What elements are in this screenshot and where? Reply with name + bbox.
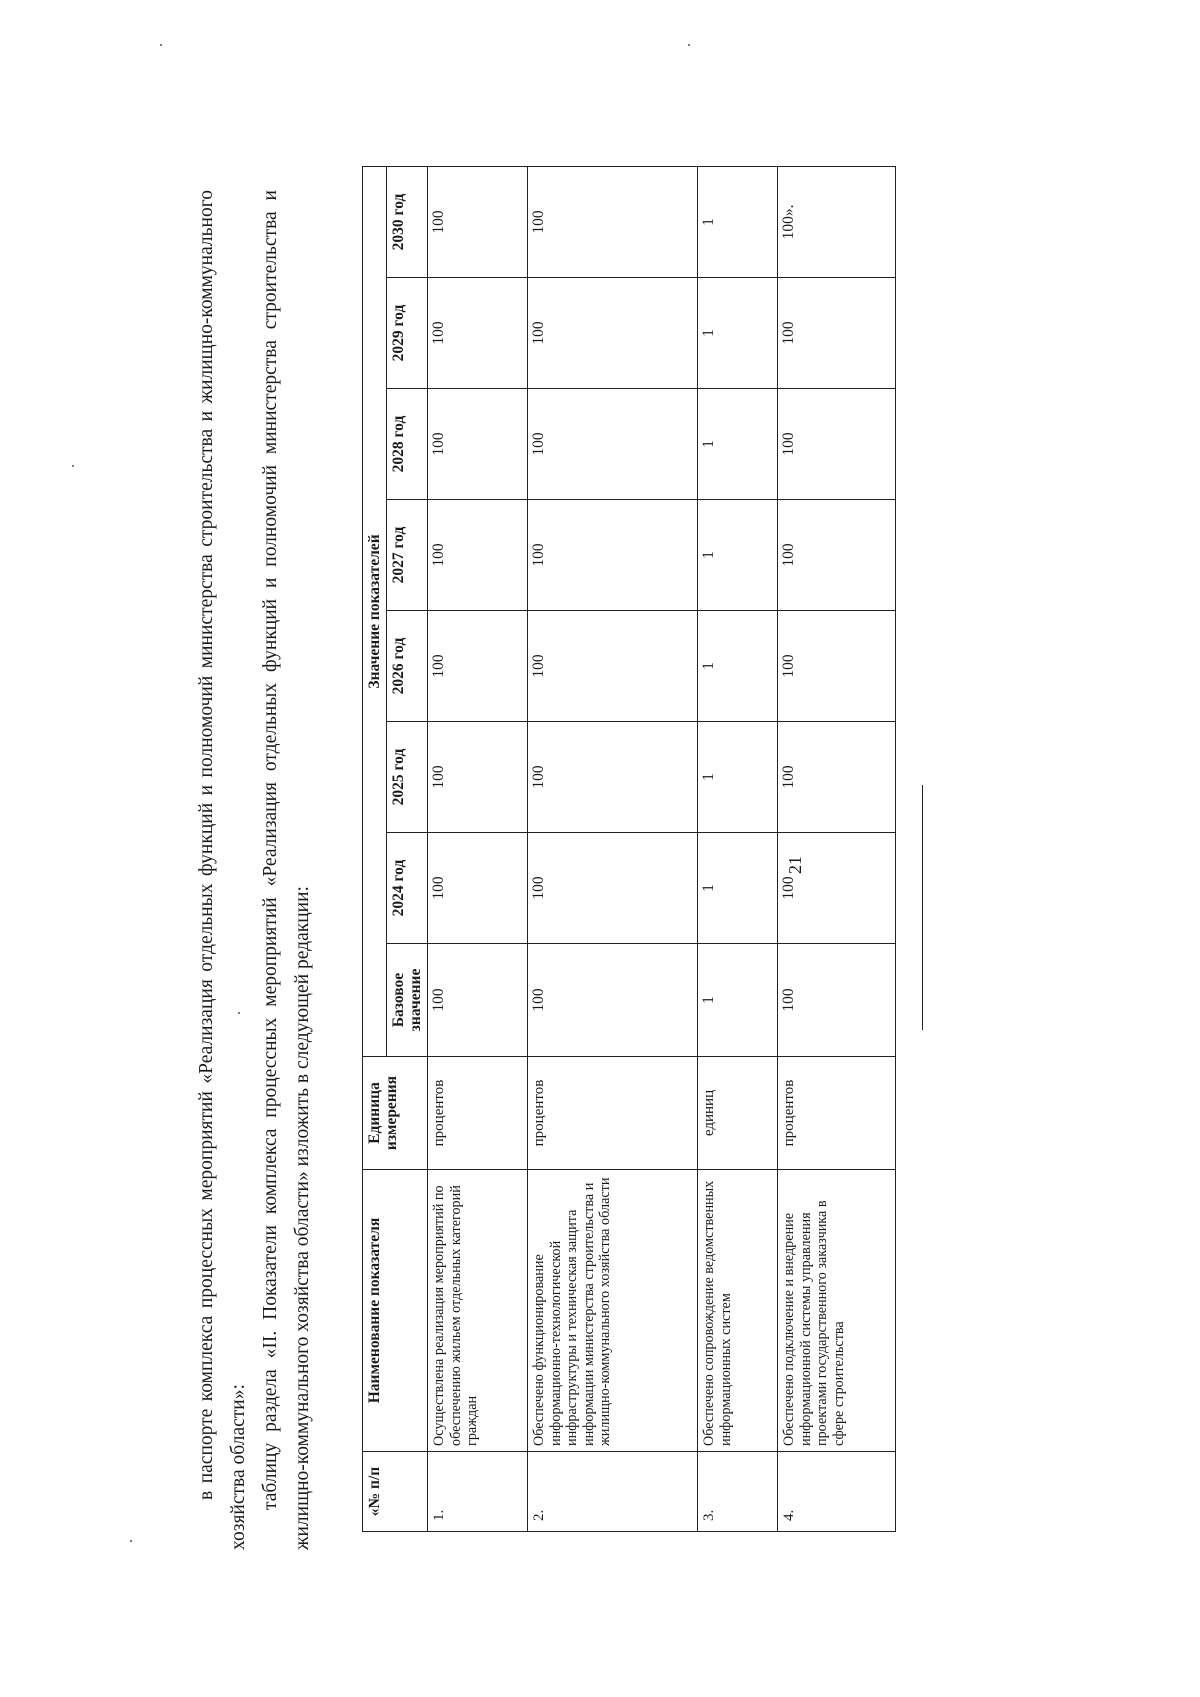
value-cell: 100 xyxy=(428,166,528,277)
base-value-cell: 100 xyxy=(528,944,698,1057)
value-cell: 100 xyxy=(528,833,698,944)
value-cell: 100 xyxy=(428,611,528,722)
header-year: 2029 год xyxy=(387,278,428,389)
header-year: 2030 год xyxy=(387,166,428,277)
value-cell: 100 xyxy=(428,833,528,944)
value-cell: 100 xyxy=(778,500,896,611)
base-value-cell: 100 xyxy=(428,944,528,1057)
header-unit: Единица измерения xyxy=(363,1057,428,1170)
value-cell: 100». xyxy=(778,166,896,277)
unit-cell: процентов xyxy=(428,1057,528,1170)
value-cell: 100 xyxy=(428,389,528,500)
scan-speck xyxy=(238,1012,240,1014)
value-cell: 1 xyxy=(698,500,778,611)
table-row xyxy=(778,166,896,1531)
scan-speck xyxy=(72,465,74,467)
value-cell: 1 xyxy=(698,722,778,833)
value-cell: 100 xyxy=(528,278,698,389)
value-cell: 100 xyxy=(778,611,896,722)
unit-cell: единиц xyxy=(698,1057,778,1170)
value-cell: 1 xyxy=(698,278,778,389)
header-year: 2027 год xyxy=(387,500,428,611)
value-cell: 100 xyxy=(778,278,896,389)
scan-speck xyxy=(130,1540,132,1542)
header-year: 2024 год xyxy=(387,833,428,944)
indicator-name: Осуществлена реализация мероприятий по обеспечению жильем отдельных категорий граждан xyxy=(428,1170,528,1452)
unit-cell: процентов xyxy=(778,1057,896,1170)
value-cell: 100 xyxy=(528,722,698,833)
header-year: 2028 год xyxy=(387,389,428,500)
header-year: 2025 год xyxy=(387,722,428,833)
value-cell: 100 xyxy=(528,389,698,500)
value-cell: 100 xyxy=(428,278,528,389)
paragraph-passport-amendment: в паспорте комплекса процессных мероприятий «Реализация отдельных функций и полномочий министерства строительства и жилищно-коммунального хозяйства области»: xyxy=(196,190,249,1550)
table-row xyxy=(528,166,698,1531)
value-cell: 100 xyxy=(528,500,698,611)
row-number: 1. xyxy=(428,1452,528,1532)
table-row xyxy=(428,166,528,1531)
table-header-row xyxy=(363,166,387,1531)
row-number: 4. xyxy=(778,1452,896,1532)
unit-cell: процентов xyxy=(528,1057,698,1170)
closing-rule-line xyxy=(922,785,923,1030)
base-value-cell: 100 xyxy=(778,944,896,1057)
indicator-name: Обеспечено сопровождение ведомственных информационных систем xyxy=(698,1170,778,1452)
value-cell: 1 xyxy=(698,389,778,500)
header-base-value: Базовое значение xyxy=(387,944,428,1057)
scan-speck xyxy=(688,44,690,46)
base-value-cell: 1 xyxy=(698,944,778,1057)
rotated-page-content xyxy=(145,140,985,1590)
table-row xyxy=(698,166,778,1531)
header-indicator-name: Наименование показателя xyxy=(363,1170,428,1452)
indicator-name: Обеспечено функционирование информационно-технологической инфраструктуры и техническая защита информации министерства строительства и жилищно-коммунального хозяйства области xyxy=(528,1170,698,1452)
value-cell: 1 xyxy=(698,166,778,277)
value-cell: 100 xyxy=(528,166,698,277)
header-values-group: Значение показателей xyxy=(363,166,387,1056)
row-number: 3. xyxy=(698,1452,778,1532)
paragraph-table-redaction: таблицу раздела «II. Показатели комплекса процессных мероприятий «Реализация отдельных функций и полномочий министерства строительства и жилищно-коммунального хозяйства области» изложить в следующей редакции: xyxy=(260,190,313,1550)
value-cell: 100 xyxy=(428,500,528,611)
indicator-name: Обеспечено подключение и внедрение информационной системы управления проектами государственного заказчика в сфере строительства xyxy=(778,1170,896,1452)
header-number: «№ п/п xyxy=(363,1452,428,1532)
header-year: 2026 год xyxy=(387,611,428,722)
value-cell: 1 xyxy=(698,833,778,944)
scan-speck xyxy=(160,44,162,46)
value-cell: 100 xyxy=(778,722,896,833)
value-cell: 100 xyxy=(528,611,698,722)
page-number: 21 xyxy=(785,856,805,874)
value-cell: 100 xyxy=(778,389,896,500)
value-cell: 100 xyxy=(778,833,896,944)
row-number: 2. xyxy=(528,1452,698,1532)
value-cell: 100 xyxy=(428,722,528,833)
indicators-table xyxy=(362,166,896,1532)
value-cell: 1 xyxy=(698,611,778,722)
